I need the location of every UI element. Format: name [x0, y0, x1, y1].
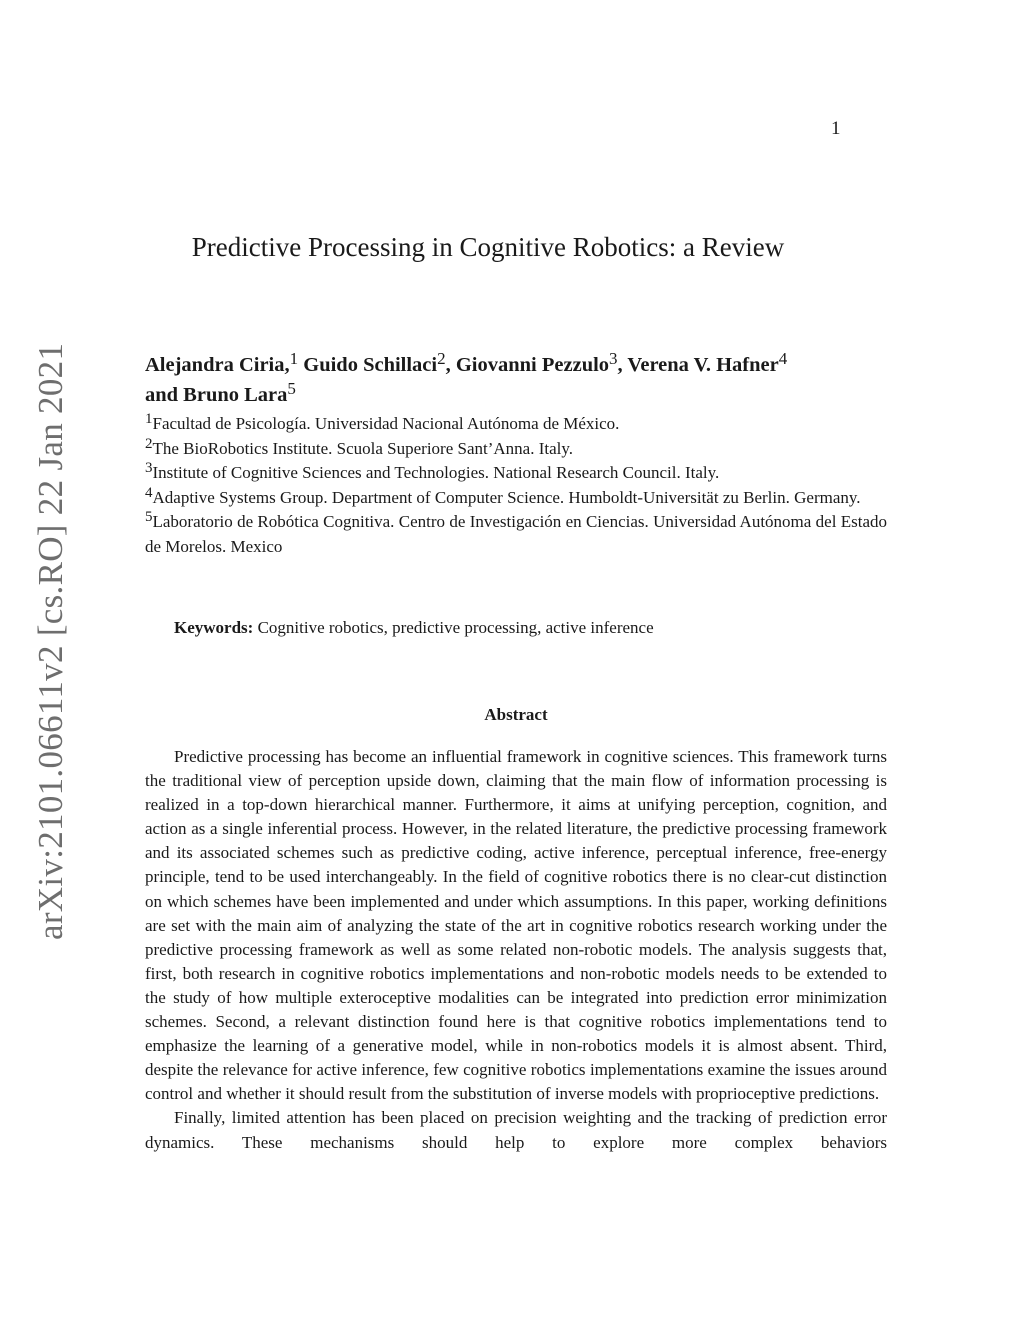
affiliation-item [145, 412, 887, 437]
affiliation-mark: 1 [145, 411, 153, 427]
abstract-paragraph: Finally, limited attention has been placed on precision weighting and the tracking of prediction error dynamics. These mechanisms should help to explore more complex behaviors [145, 1108, 887, 1152]
affiliation-mark: 3 [145, 460, 153, 476]
keywords [174, 616, 654, 640]
affiliation-mark: 3 [609, 349, 618, 368]
author-name: Guido Schillaci [298, 354, 438, 376]
affiliation-list [145, 412, 887, 559]
affiliation-text: Adaptive Systems Group. Department of Computer Science. Humboldt-Universität zu Berlin. Germany. [152, 487, 861, 507]
affiliation-mark: 2 [145, 435, 153, 452]
arxiv-identifier: arXiv:2101.06611v2 [cs.RO] 22 Jan 2021 [31, 342, 70, 940]
page-number: 1 [831, 118, 841, 139]
affiliation-mark: 2 [437, 349, 446, 368]
author-list [145, 350, 887, 410]
keywords-label: Keywords: [174, 618, 254, 637]
affiliation-text: Facultad de Psicología. Universidad Nacional Autónoma de México. [152, 414, 620, 433]
affiliation-item [145, 486, 887, 511]
abstract-paragraph: Predictive processing has become an influential framework in cognitive sciences. This framework turns the traditional view of perception upside down, claiming that the main flow of information processing is realized in a top-down hierarchical manner. Furthermore, it aims at unifying perception, cognition, and action as a single inferential process. However, in the related literature, the predictive processing framework and its associated schemes such as predictive coding, active inference, perceptual inference, free-energy principle, tend to be used interchangeably. In the field of cognitive robotics there is no clear-cut distinction on which schemes have been implemented and under which assumptions. In this paper, working definitions are set with the main aim of analyzing the state of the art in cognitive robotics research working under the predictive processing framework as well as some related non-robotic models. The analysis suggests that, first, both research in cognitive robotics implementations and non-robotic models needs to be extended to the study of how multiple exteroceptive modalities can be integrated into prediction error minimization schemes. Second, a relevant distinction found here is that cognitive robotics implementations tend to emphasize the learning of a generative model, while in non-robotics models it is almost absent. Third, despite the relevance for active inference, few cognitive robotics implementations examine the issues around control and whether it should result from the substitution of inverse models with proprioceptive predictions. [145, 747, 887, 1104]
paper-title: Predictive Processing in Cognitive Robotics: a Review [191, 232, 785, 262]
author-line-1 [145, 350, 887, 380]
affiliation-item [145, 461, 887, 486]
affiliation-text: Laboratorio de Robótica Cognitiva. Centro de Investigación en Ciencias. Universidad Autónoma del Estado de Morelos. Mexico [145, 512, 887, 556]
affiliation-mark: 4 [778, 349, 788, 368]
author-name: and Bruno Lara [145, 384, 288, 406]
author-line-2 [145, 380, 887, 410]
affiliation-mark: 5 [287, 379, 296, 398]
affiliation-item [145, 510, 887, 559]
affiliation-mark: 1 [289, 349, 299, 368]
author-name: Alejandra Ciria, [145, 354, 290, 376]
affiliation-mark: 4 [145, 484, 153, 501]
affiliation-mark: 5 [145, 509, 153, 525]
author-name: , Giovanni Pezzulo [445, 354, 610, 376]
affiliation-item [145, 437, 887, 462]
affiliation-text: The BioRobotics Institute. Scuola Superiore Sant’Anna. Italy. [152, 438, 574, 458]
abstract-heading: Abstract [484, 705, 548, 724]
keywords-text: Cognitive robotics, predictive processing, active inference [257, 618, 654, 637]
author-name: , Verena V. Hafner [617, 354, 779, 376]
affiliation-text: Institute of Cognitive Sciences and Technologies. National Research Council. Italy. [152, 463, 720, 482]
abstract-body [145, 745, 887, 1155]
